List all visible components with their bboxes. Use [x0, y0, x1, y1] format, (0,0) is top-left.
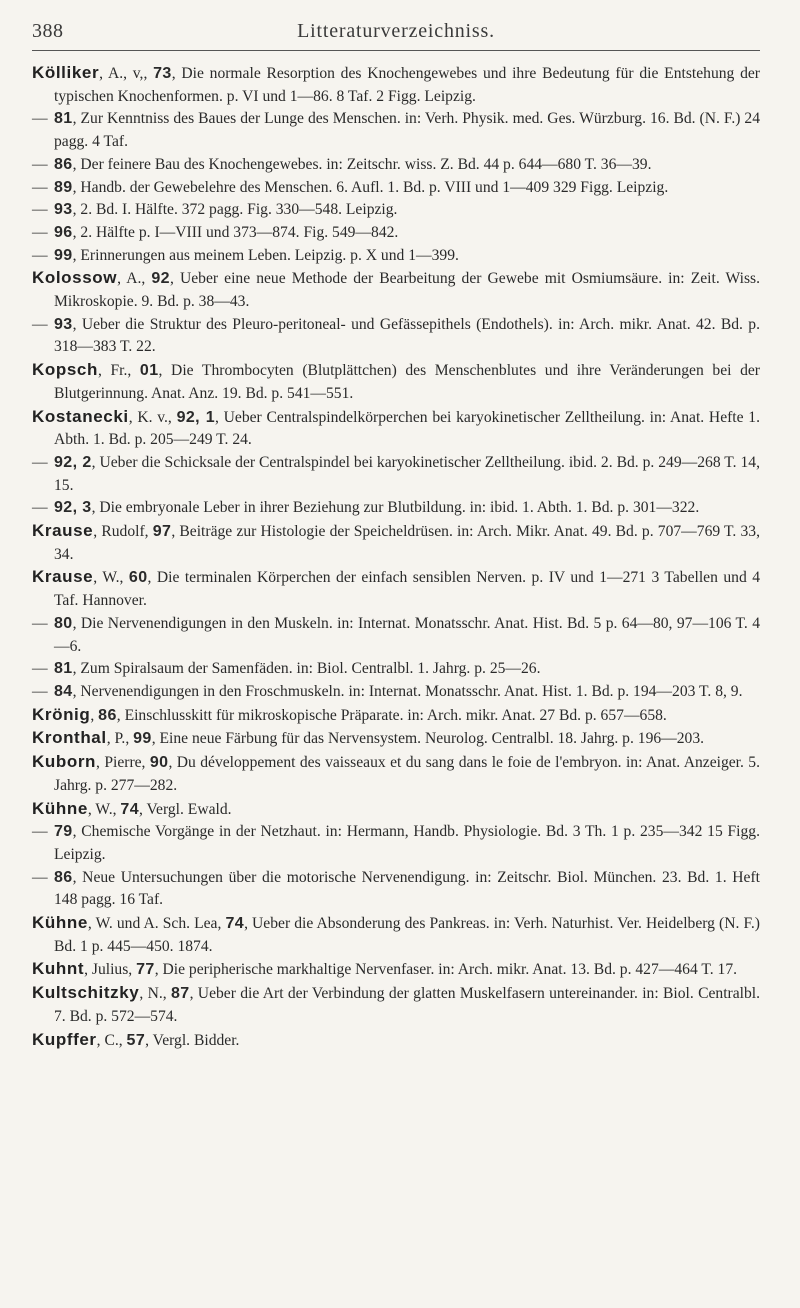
entry-initials: , P., [106, 730, 134, 748]
entry-text: , Die terminalen Körperchen der einfach sensiblen Nerven. p. IV und 1—271 3 Tabellen und 4 Taf. Hannover. [54, 569, 761, 610]
entry-year: 93 [54, 315, 73, 333]
ditto-dash: — [32, 868, 48, 886]
entry-initials: , Julius, [84, 961, 137, 979]
bibliography-entry [32, 267, 760, 313]
entry-initials: , K. v., [128, 408, 177, 426]
bibliography-entry [32, 982, 760, 1028]
bibliography-subentry [32, 452, 760, 497]
ditto-dash: — [32, 201, 48, 219]
entry-initials: , W. und A. Sch. Lea, [87, 915, 226, 933]
entry-initials: , A., v,, [99, 65, 154, 82]
entry-text: , Vergl. Ewald. [139, 800, 232, 818]
entry-text: , Einschlusskitt für mikroskopische Präparate. in: Arch. mikr. Anat. 27 Bd. p. 657—658. [116, 706, 667, 724]
entry-text: , Die Thrombocyten (Blutplättchen) des Menschenblutes und ihre Veränderungen bei der Blutgerinnung. Anat. Anz. 19. Bd. p. 541—551. [54, 362, 760, 402]
entry-text: , Der feinere Bau des Knochengewebes. in: Zeitschr. wiss. Z. Bd. 44 p. 644—680 T. 36—39. [72, 155, 652, 173]
entry-initials: , Pierre, [96, 754, 150, 772]
entry-author: Kolossow [32, 268, 118, 288]
entry-year: 93 [54, 201, 73, 219]
entry-text: , Zur Kenntniss des Baues der Lunge des Menschen. in: Verh. Physik. med. Ges. Würzburg. 16. Bd. (N. F.) 24 pagg. 4 Taf. [54, 110, 760, 151]
bibliography-entry [32, 359, 760, 405]
bibliography-subentry [32, 245, 760, 268]
entry-year: 86 [98, 706, 117, 724]
bibliography-subentry [32, 177, 760, 200]
entry-author: Kuhnt [32, 959, 85, 979]
ditto-dash: — [32, 315, 48, 333]
entry-text: , Ueber die Absonderung des Pankreas. in: Verh. Naturhist. Ver. Heidelberg (N. F.) Bd. 1 p. 445—450. 1874. [54, 915, 760, 955]
entry-year: 92, 1 [176, 408, 216, 426]
ditto-dash: — [32, 155, 48, 173]
bibliography-entry [32, 406, 760, 452]
entry-year: 01 [139, 362, 159, 380]
entry-year: 99 [133, 730, 152, 748]
entry-text: , Beiträge zur Histologie der Speicheldrüsen. in: Arch. Mikr. Anat. 49. Bd. p. 707—769 T. 33, 34. [54, 523, 760, 563]
entry-author: Kultschitzky [32, 983, 140, 1003]
entry-year: 77 [136, 961, 155, 979]
ditto-dash: — [32, 499, 48, 517]
entry-author: Kostanecki [32, 406, 129, 426]
entry-year: 99 [54, 246, 73, 264]
entry-text: , Ueber Centralspindelkörperchen bei karyokinetischer Zelltheilung. in: Anat. Hefte 1. Abth. 1. Bd. p. 205—249 T. 24. [54, 408, 760, 449]
ditto-dash: — [32, 178, 48, 196]
bibliography-subentry [32, 497, 760, 520]
bibliography-entry [32, 566, 760, 612]
bibliography-subentry [32, 154, 760, 177]
entry-text: , Die embryonale Leber in ihrer Beziehung zur Blutbildung. in: ibid. 1. Abth. 1. Bd. p. 301—322. [91, 499, 700, 517]
page-header [32, 18, 760, 51]
entry-author: Krönig [32, 704, 91, 724]
entry-year: 92, 2 [54, 453, 92, 471]
bibliography-subentry [32, 199, 760, 222]
bibliography-entry [32, 520, 760, 566]
entry-author: Kühne [32, 913, 88, 933]
ditto-dash: — [32, 682, 48, 700]
entry-initials: , A., [117, 270, 152, 288]
entry-year: 81 [54, 110, 73, 128]
ditto-dash: — [32, 246, 48, 264]
entry-text: , Chemische Vorgänge in der Netzhaut. in: Hermann, Handb. Physiologie. Bd. 3 Th. 1 p. 235—342 15 Figg. Leipzig. [54, 823, 760, 863]
entry-year: 92 [151, 270, 170, 288]
entry-year: 86 [54, 868, 73, 886]
entry-year: 74 [120, 800, 139, 818]
entry-year: 87 [170, 985, 190, 1003]
bibliography-subentry [32, 222, 760, 245]
entry-initials: , W., [87, 800, 121, 818]
entry-initials: , Rudolf, [93, 523, 153, 541]
bibliography-subentry [32, 658, 760, 681]
entry-text: , Neue Untersuchungen über die motorische Nervenendigung. in: Zeitschr. Biol. München. 23. Bd. 1. Heft 148 pagg. 16 Taf. [54, 868, 760, 909]
entry-year: 57 [126, 1031, 146, 1049]
entry-year: 89 [54, 178, 73, 196]
entry-year: 90 [149, 754, 169, 772]
bibliography-list [32, 62, 760, 1052]
entry-year: 73 [153, 65, 172, 82]
bibliography-entry [32, 1029, 760, 1053]
entry-text: , Ueber die Schicksale der Centralspindel bei karyokinetischer Zelltheilung. ibid. 2. Bd. p. 249—268 T. 14, 15. [54, 453, 760, 494]
bibliography-entry [32, 958, 760, 982]
entry-text: , Ueber eine neue Methode der Bearbeitung der Gewebe mit Osmiumsäure. in: Zeit. Wiss. Mikroskopie. 9. Bd. p. 38—43. [54, 270, 760, 311]
entry-author: Krause [32, 567, 94, 587]
entry-text: , Ueber die Struktur des Pleuro-peritoneal- und Gefässepithels (Endothels). in: Arch. mikr. Anat. 42. Bd. p. 318—383 T. 22. [54, 315, 760, 356]
ditto-dash: — [32, 110, 48, 128]
entry-text: , Handb. der Gewebelehre des Menschen. 6. Aufl. 1. Bd. p. VIII und 1—409 329 Figg. Leipzig. [72, 178, 669, 196]
entry-year: 74 [225, 915, 245, 933]
bibliography-subentry [32, 867, 760, 912]
entry-text: , Vergl. Bidder. [145, 1031, 240, 1049]
bibliography-subentry [32, 108, 760, 153]
entry-initials: , [90, 706, 99, 724]
bibliography-entry [32, 751, 760, 797]
entry-text: , Nervenendigungen in den Froschmuskeln. in: Internat. Monatsschr. Anat. Hist. 1. Bd. p. 194—203 T. 8, 9. [72, 682, 743, 700]
entry-initials: , W., [93, 569, 129, 587]
entry-text: , Erinnerungen aus meinem Leben. Leipzig. p. X und 1—399. [72, 246, 459, 264]
entry-initials: , N., [139, 985, 171, 1003]
entry-text: , Du développement des vaisseaux et du sang dans le foie de l'embryon. in: Anat. Anzeiger. 5. Jahrg. p. 277—282. [54, 754, 760, 794]
ditto-dash: — [32, 614, 48, 632]
entry-author: Kuborn [32, 752, 97, 772]
running-title: Litteraturverzeichniss. [297, 20, 495, 42]
bibliography-entry [32, 62, 760, 108]
entry-text: , Zum Spiralsaum der Samenfäden. in: Biol. Centralbl. 1. Jahrg. p. 25—26. [72, 660, 541, 678]
entry-year: 79 [54, 823, 73, 841]
entry-author: Kronthal [32, 728, 107, 748]
bibliography-entry [32, 798, 760, 822]
bibliography-subentry [32, 681, 760, 704]
bibliography-subentry [32, 314, 760, 359]
ditto-dash: — [32, 660, 48, 678]
bibliography-subentry [32, 613, 760, 658]
entry-text: , 2. Hälfte p. I—VIII und 373—874. Fig. 549—842. [72, 223, 399, 241]
bibliography-subentry [32, 821, 760, 866]
ditto-dash: — [32, 453, 48, 471]
ditto-dash: — [32, 223, 48, 241]
entry-text: , Die peripherische markhaltige Nervenfaser. in: Arch. mikr. Anat. 13. Bd. p. 427—464 T. 17. [154, 961, 738, 979]
entry-text: , Eine neue Färbung für das Nervensystem. Neurolog. Centralbl. 18. Jahrg. p. 196—203. [151, 730, 705, 748]
entry-initials: , C., [96, 1031, 127, 1049]
entry-year: 80 [54, 614, 73, 632]
entry-text: , Ueber die Art der Verbindung der glatten Muskelfasern untereinander. in: Biol. Centralbl. 7. Bd. p. 572—574. [54, 985, 760, 1025]
entry-text: , Die normale Resorption des Knochengewebes und ihre Bedeutung für die Entstehung der typischen Knochenformen. p. VI und 1—86. 8 Taf. 2 Figg. Leipzig. [54, 65, 760, 105]
entry-year: 97 [152, 523, 172, 541]
entry-author: Kölliker [32, 63, 100, 82]
ditto-dash: — [32, 823, 48, 841]
entry-initials: , Fr., [97, 362, 140, 380]
entry-year: 92, 3 [54, 499, 92, 517]
entry-text: , 2. Bd. I. Hälfte. 372 pagg. Fig. 330—548. Leipzig. [72, 201, 398, 219]
entry-text: , Die Nervenendigungen in den Muskeln. in: Internat. Monatsschr. Anat. Hist. Bd. 5 p. 64—80, 97—106 T. 4—6. [54, 614, 760, 655]
bibliography-entry [32, 912, 760, 958]
entry-author: Kupffer [32, 1029, 97, 1049]
entry-year: 86 [54, 155, 73, 173]
entry-year: 81 [54, 660, 73, 678]
entry-year: 84 [54, 682, 73, 700]
bibliography-entry [32, 727, 760, 751]
bibliography-entry [32, 704, 760, 728]
entry-year: 60 [128, 569, 148, 587]
entry-author: Kopsch [32, 360, 98, 380]
page-number: 388 [32, 20, 64, 42]
entry-author: Kühne [32, 798, 88, 818]
entry-author: Krause [32, 521, 94, 541]
entry-year: 96 [54, 223, 73, 241]
